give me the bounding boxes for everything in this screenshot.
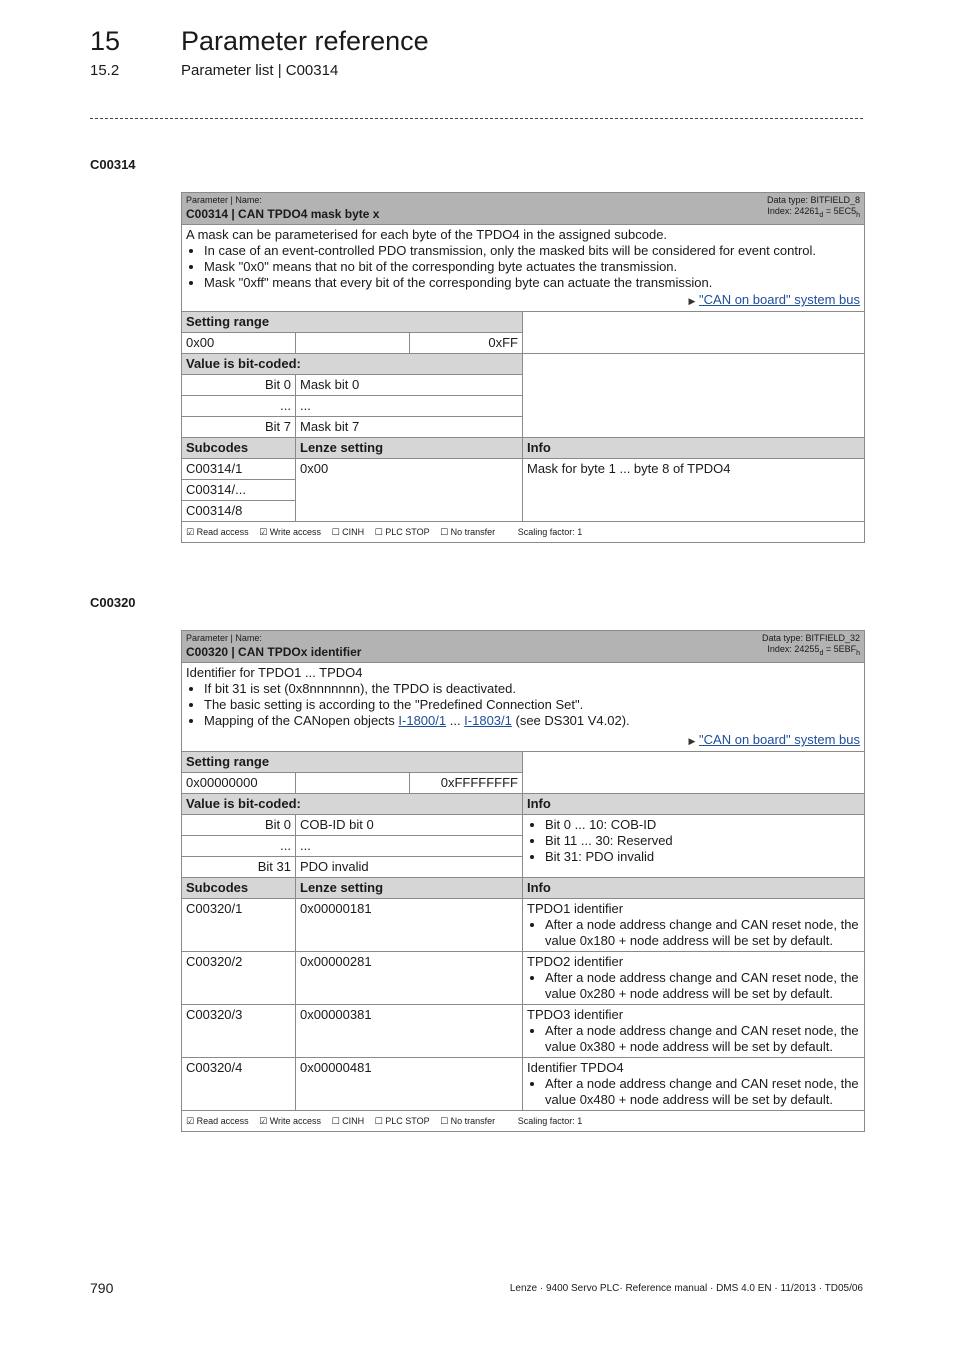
lenze-setting-header: Lenze setting	[296, 878, 523, 899]
bit-label: ...	[182, 836, 296, 857]
param-table-c00320	[181, 630, 865, 1132]
subcode-info	[523, 1005, 865, 1058]
description-bullet: • If bit 31 is set (0x8nnnnnnn), the TPDO is deactivated.	[204, 681, 860, 697]
description-bullet: • Mask "0x0" means that no bit of the corresponding byte actuates the transmission.	[204, 259, 860, 275]
empty-cell	[523, 752, 865, 794]
subcode: C00314/1	[182, 459, 296, 480]
subcode: C00320/2	[182, 952, 296, 1005]
empty-cell	[296, 773, 410, 794]
param-heading: C00314	[90, 157, 136, 172]
description-intro: Identifier for TPDO1 ... TPDO4	[186, 665, 363, 680]
bit-label: Bit 7	[182, 417, 296, 438]
read-access-checkbox: ☑ Read access	[186, 527, 249, 537]
param-index: Index: $24255_d = 5EBF_h$	[767, 644, 861, 657]
access-footer	[182, 522, 865, 543]
lenze-setting: 0x00000381	[296, 1005, 523, 1058]
scaling-factor: Scaling factor: 1	[517, 527, 583, 537]
range-max: 0xFF	[410, 333, 523, 354]
bit-info-item: • Bit 0 ... 10: COB-ID	[545, 817, 860, 833]
bit-info-item: • Bit 31: PDO invalid	[545, 849, 860, 865]
setting-range-label: Setting range	[182, 752, 523, 773]
param-name: C00320 | CAN TPDOx identifier	[186, 645, 362, 659]
description-intro: A mask can be parameterised for each byte of the TPDO4 in the assigned subcode.	[186, 227, 668, 242]
description-bullet: • Mask "0xff" means that every bit of the corresponding byte can actuate the transmission.	[204, 275, 860, 291]
param-description	[182, 663, 865, 752]
param-description	[182, 225, 865, 312]
empty-cell	[296, 333, 410, 354]
cinh-checkbox: ☐ CINH	[331, 1116, 365, 1126]
subcode-info-title: Identifier TPDO4	[527, 1060, 624, 1075]
subcode-info-title: TPDO2 identifier	[527, 954, 624, 969]
bit-desc: Mask bit 0	[296, 375, 523, 396]
subcodes-header: Subcodes	[182, 438, 296, 459]
bit-label: Bit 0	[182, 375, 296, 396]
subcode: C00314/...	[182, 480, 296, 501]
range-min: 0x00000000	[182, 773, 296, 794]
no-transfer-checkbox: ☐ No transfer	[440, 1116, 496, 1126]
triangle-right-icon: ▶	[688, 736, 696, 746]
subcode-info-title: TPDO1 identifier	[527, 901, 624, 916]
plc-stop-checkbox: ☐ PLC STOP	[374, 1116, 430, 1126]
cinh-checkbox: ☐ CINH	[331, 527, 365, 537]
subcode-info-title: TPDO3 identifier	[527, 1007, 624, 1022]
write-access-checkbox: ☑ Write access	[259, 527, 322, 537]
subcodes-header: Subcodes	[182, 878, 296, 899]
bit-desc: ...	[296, 396, 523, 417]
no-transfer-checkbox: ☐ No transfer	[440, 527, 496, 537]
subcode-info: Mask for byte 1 ... byte 8 of TPDO4	[523, 459, 865, 522]
range-min: 0x00	[182, 333, 296, 354]
lenze-setting: 0x00000181	[296, 899, 523, 952]
subcode: C00320/1	[182, 899, 296, 952]
subcode-info-bullet: • After a node address change and CAN reset node, the value 0x480 + node address will be set by default.	[545, 1076, 860, 1108]
scaling-factor: Scaling factor: 1	[517, 1116, 583, 1126]
system-bus-link[interactable]: "CAN on board" system bus	[699, 732, 861, 747]
subcode: C00314/8	[182, 501, 296, 522]
bit-label: Bit 0	[182, 815, 296, 836]
info-header: Info	[523, 438, 865, 459]
description-bullet: • The basic setting is according to the "Predefined Connection Set".	[204, 697, 860, 713]
page-footer-text: Lenze · 9400 Servo PLC· Reference manual · DMS 4.0 EN · 11/2013 · TD05/06	[509, 1283, 863, 1294]
bitcoded-label: Value is bit-coded:	[182, 794, 523, 815]
section-title: Parameter list | C00314	[181, 62, 339, 79]
system-bus-link[interactable]: "CAN on board" system bus	[699, 292, 860, 307]
bit-desc: PDO invalid	[296, 857, 523, 878]
lenze-setting: 0x00000281	[296, 952, 523, 1005]
param-header	[182, 193, 865, 225]
bitcoded-info-header: Info	[523, 794, 865, 815]
object-link-1800[interactable]: I-1800/1	[398, 713, 447, 728]
write-access-checkbox: ☑ Write access	[259, 1116, 322, 1126]
lenze-setting-header: Lenze setting	[296, 438, 523, 459]
subcode-info	[523, 899, 865, 952]
read-access-checkbox: ☑ Read access	[186, 1116, 249, 1126]
param-heading: C00320	[90, 595, 136, 610]
bit-label: ...	[182, 396, 296, 417]
param-table-c00314	[181, 192, 865, 543]
lenze-setting: 0x00	[296, 459, 523, 522]
setting-range-label: Setting range	[182, 312, 523, 333]
param-header-label: Parameter | Name:	[186, 633, 262, 643]
access-footer	[182, 1111, 865, 1132]
data-type: Data type: BITFIELD_32	[761, 633, 861, 643]
param-index: Index: $24261_d = 5EC5_h$	[767, 206, 860, 219]
bit-info	[523, 815, 865, 878]
subcode-info	[523, 1058, 865, 1111]
bit-desc: COB-ID bit 0	[296, 815, 523, 836]
data-type: Data type: BITFIELD_8	[766, 195, 860, 205]
subcode: C00320/4	[182, 1058, 296, 1111]
range-max: 0xFFFFFFFF	[410, 773, 523, 794]
subcode: C00320/3	[182, 1005, 296, 1058]
bit-label: Bit 31	[182, 857, 296, 878]
bit-desc: ...	[296, 836, 523, 857]
page-number: 790	[90, 1280, 114, 1296]
subcode-info-bullet: • After a node address change and CAN reset node, the value 0x180 + node address will be set by default.	[545, 917, 860, 949]
description-bullet-mapping: • Mapping of the CANopen objects I-1800/1 ... I-1803/1 (see DS301 V4.02).	[204, 713, 860, 729]
object-link-1803[interactable]: I-1803/1	[464, 713, 512, 728]
bitcoded-label: Value is bit-coded:	[182, 354, 523, 375]
bit-info-item: • Bit 11 ... 30: Reserved	[545, 833, 860, 849]
header-divider	[90, 118, 863, 119]
param-header	[182, 631, 865, 663]
section-number: 15.2	[90, 62, 120, 79]
param-name: C00314 | CAN TPDO4 mask byte x	[186, 207, 380, 221]
empty-cell	[523, 312, 865, 354]
bit-desc: Mask bit 7	[296, 417, 523, 438]
chapter-title: Parameter reference	[181, 26, 429, 56]
description-bullet: • In case of an event-controlled PDO transmission, only the masked bits will be considered for event control.	[204, 243, 860, 259]
subcode-info-bullet: • After a node address change and CAN reset node, the value 0x280 + node address will be set by default.	[545, 970, 860, 1002]
chapter-number: 15	[90, 26, 121, 56]
plc-stop-checkbox: ☐ PLC STOP	[374, 527, 430, 537]
triangle-right-icon: ▶	[688, 296, 696, 306]
lenze-setting: 0x00000481	[296, 1058, 523, 1111]
subcode-info	[523, 952, 865, 1005]
param-header-label: Parameter | Name:	[186, 195, 262, 205]
subcode-info-bullet: • After a node address change and CAN reset node, the value 0x380 + node address will be set by default.	[545, 1023, 860, 1055]
info-header: Info	[523, 878, 865, 899]
empty-cell	[523, 354, 865, 438]
